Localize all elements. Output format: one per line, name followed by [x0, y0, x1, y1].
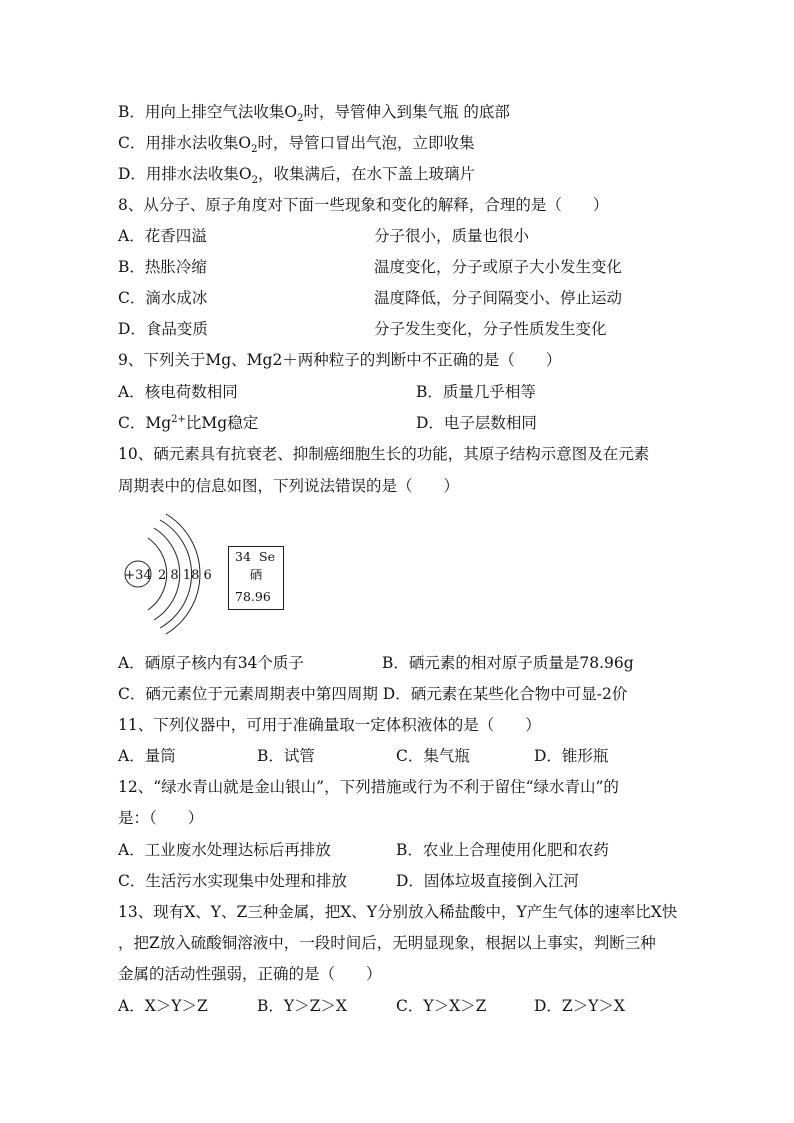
- text-fragment: C．生活污水实现集中处理和排放: [118, 872, 347, 890]
- text-line-q9a-right: B．质量几乎相等: [416, 383, 536, 401]
- text-line-q8: [118, 195, 608, 215]
- text-line-q9: [118, 350, 561, 370]
- text-line-q12b: [118, 808, 203, 828]
- text-fragment: 比Mg稳定: [185, 414, 259, 432]
- text-line-c7: [118, 133, 475, 156]
- answer-option: B．试管: [257, 747, 315, 765]
- text-line-q8d: [118, 319, 208, 339]
- text-fragment: 2: [251, 175, 259, 187]
- text-line-d7: [118, 164, 476, 187]
- text-line-q8d-right: 分子发生变化，分子性质发生变化: [374, 320, 607, 338]
- text-fragment: 8、从分子、原子角度对下面一些现象和变化的解释，合理的是（ ）: [118, 196, 609, 214]
- text-line-q12a: [118, 840, 331, 860]
- text-line-q12c-right: D．固体垃圾直接倒入江河: [396, 872, 579, 890]
- text-fragment: C．Mg: [118, 414, 172, 432]
- text-line-q10a: [118, 653, 304, 673]
- text-fragment: 2: [297, 113, 304, 125]
- text-line-q8b: [118, 257, 207, 277]
- answer-option: C．Y＞X＞Z: [396, 997, 487, 1015]
- text-fragment: 是：（ ）: [118, 809, 204, 827]
- text-fragment: A．工业废水处理达标后再排放: [118, 841, 331, 859]
- text-line-q12a-right: B．农业上合理使用化肥和农药: [396, 841, 609, 859]
- text-fragment: D．用排水法收集O: [118, 165, 252, 183]
- text-fragment: D．食品变质: [118, 320, 208, 338]
- text-fragment: A．量筒: [118, 747, 176, 765]
- text-line-q13c: [118, 964, 382, 984]
- text-line-q10b: [118, 476, 459, 496]
- element-atomic-mass: 78.96: [235, 589, 271, 604]
- text-fragment: 金属的活动性强弱，正确的是（ ）: [118, 965, 382, 983]
- text-fragment: A．硒原子核内有34个质子: [118, 654, 304, 672]
- answer-option: D．Z＞Y＞X: [534, 997, 625, 1015]
- text-line-q13: [118, 902, 677, 922]
- text-fragment: 时，导管伸入到集气瓶 的底部: [303, 103, 510, 121]
- text-fragment: C．硒元素位于元素周期表中第四周期 D．硒元素在某些化合物中可显-2价: [118, 685, 628, 703]
- text-line-q11: [118, 715, 541, 735]
- text-fragment: A．核电荷数相同: [118, 383, 238, 401]
- text-line-q13b: [118, 933, 656, 953]
- atom-shell-electrons: 2 8 18 6: [158, 568, 212, 583]
- element-name: 硒: [249, 567, 263, 582]
- text-fragment: 11、下列仪器中，可用于准确量取一定体积液体的是（ ）: [118, 716, 541, 734]
- element-symbol: Se: [259, 549, 275, 564]
- element-atomic-number: 34: [235, 549, 251, 564]
- text-line-q8b-right: 温度变化，分子或原子大小发生变化: [374, 258, 623, 276]
- text-fragment: 2: [251, 144, 258, 156]
- text-fragment: 时，导管口冒出气泡，立即收集: [257, 134, 475, 152]
- text-fragment: ，收集满后，在水下盖上玻璃片: [258, 165, 476, 183]
- text-fragment: 9、下列关于Mg、Mg2＋两种粒子的判断中不正确的是（ ）: [118, 351, 562, 369]
- text-line-q9c-right: D．电子层数相同: [416, 414, 537, 432]
- text-fragment: B．用向上排空气法收集O: [118, 103, 298, 121]
- text-line-q8c: [118, 288, 207, 308]
- text-fragment: 2+: [171, 413, 186, 425]
- text-line-q8a-right: 分子很小，质量也很小: [374, 227, 530, 245]
- text-fragment: 13、现有X、Y、Z三种金属，把X、Y分别放入稀盐酸中，Y产生气体的速率比X快: [118, 903, 678, 921]
- text-fragment: ，把Z放入硫酸铜溶液中，一段时间后，无明显现象，根据以上事实，判断三种: [118, 934, 656, 952]
- text-fragment: C．用排水法收集O: [118, 134, 252, 152]
- text-line-q12: [118, 777, 619, 797]
- text-line-q8a: [118, 226, 207, 246]
- atom-shells-icon: [118, 512, 218, 636]
- text-line-q9c: [118, 413, 258, 433]
- text-line-q8c-right: 温度降低，分子间隔变小、停止运动: [374, 289, 623, 307]
- text-line-b7: [118, 102, 510, 125]
- text-fragment: C．滴水成冰: [118, 289, 208, 307]
- text-fragment: A．X＞Y＞Z: [118, 997, 208, 1015]
- text-fragment: 10、硒元素具有抗衰老、抑制癌细胞生长的功能，其原子结构示意图及在元素: [118, 445, 650, 463]
- text-line-q10: [118, 444, 649, 464]
- text-line-q13a: [118, 996, 208, 1016]
- answer-option: B．Y＞Z＞X: [257, 997, 347, 1015]
- text-fragment: B．热胀冷缩: [118, 258, 207, 276]
- text-line-q10c: [118, 684, 627, 704]
- text-line-q10a-right: B．硒元素的相对原子质量是78.96g: [382, 654, 634, 672]
- answer-option: D．锥形瓶: [534, 747, 609, 765]
- selenium-atom-structure-diagram: [118, 512, 218, 636]
- text-line-q11a: [118, 746, 176, 766]
- answer-option: C．集气瓶: [396, 747, 470, 765]
- atom-nucleus-label: +34: [124, 568, 152, 583]
- text-line-q9a: [118, 382, 238, 402]
- text-line-q12c: [118, 871, 347, 891]
- periodic-table-tile-selenium: [228, 546, 284, 610]
- text-fragment: A．花香四溢: [118, 227, 207, 245]
- text-fragment: 12、“绿水青山就是金山银山”，下列措施或行为不利于留住“绿水青山”的: [118, 778, 619, 796]
- text-fragment: 周期表中的信息如图，下列说法错误的是（ ）: [118, 477, 460, 495]
